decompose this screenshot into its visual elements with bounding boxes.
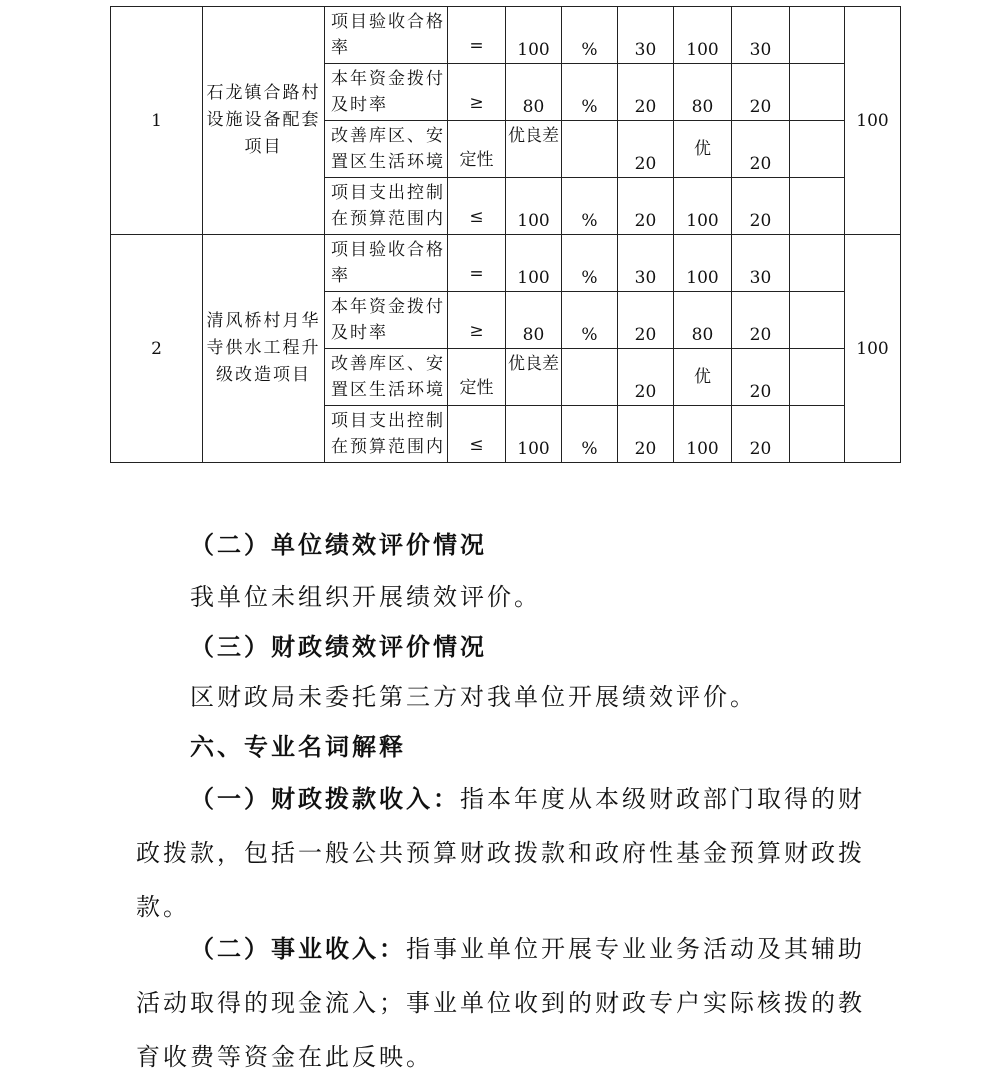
- indicator-actual: 优: [674, 349, 732, 406]
- indicator-name: 项目验收合格率: [325, 235, 448, 292]
- project-name: 清风桥村月华寺供水工程升级改造项目: [203, 235, 325, 463]
- finance-eval-heading: （三）财政绩效评价情况: [190, 633, 487, 661]
- empty-cell: [790, 406, 845, 463]
- indicator-symbol: ≥: [448, 64, 506, 121]
- indicator-target: 100: [506, 178, 562, 235]
- indicator-actual: 100: [674, 235, 732, 292]
- term-label: （一）财政拨款收入：: [190, 784, 460, 813]
- indicator-symbol: ≤: [448, 406, 506, 463]
- table-row: [111, 235, 901, 292]
- indicator-target: 80: [506, 64, 562, 121]
- indicator-unit: [562, 121, 618, 178]
- empty-cell: [790, 235, 845, 292]
- indicator-weight: 20: [618, 349, 674, 406]
- indicator-symbol: =: [448, 7, 506, 64]
- indicator-symbol: ≤: [448, 178, 506, 235]
- term-definition: 指本年度从本级财政部门取得的财政拨款，包括一般公共预算财政拨款和政府性基金预算财政拨款。: [136, 785, 865, 921]
- empty-cell: [790, 349, 845, 406]
- indicator-target: 80: [506, 292, 562, 349]
- project-name: 石龙镇合路村设施设备配套项目: [203, 7, 325, 235]
- indicator-target: 优良差: [506, 121, 562, 178]
- finance-eval-text: 区财政局未委托第三方对我单位开展绩效评价。: [190, 683, 757, 711]
- indicator-unit: %: [562, 235, 618, 292]
- indicator-target: 100: [506, 406, 562, 463]
- indicator-target: 100: [506, 7, 562, 64]
- indicator-unit: %: [562, 406, 618, 463]
- unit-eval-heading: （二）单位绩效评价情况: [190, 531, 487, 559]
- empty-cell: [790, 292, 845, 349]
- indicator-unit: [562, 349, 618, 406]
- table-row: [111, 7, 901, 64]
- empty-cell: [790, 121, 845, 178]
- indicator-symbol: ≥: [448, 292, 506, 349]
- indicator-weight: 20: [618, 292, 674, 349]
- indicator-unit: %: [562, 292, 618, 349]
- indicator-actual: 优: [674, 121, 732, 178]
- indicator-actual: 100: [674, 7, 732, 64]
- empty-cell: [790, 7, 845, 64]
- indicator-unit: %: [562, 178, 618, 235]
- project-number: 2: [111, 235, 203, 463]
- indicator-score: 30: [732, 235, 790, 292]
- indicator-score: 20: [732, 349, 790, 406]
- term-financial-appropriation: [136, 772, 881, 934]
- indicator-name: 改善库区、安置区生活环境: [325, 349, 448, 406]
- indicator-name: 本年资金拨付及时率: [325, 64, 448, 121]
- empty-cell: [790, 64, 845, 121]
- performance-table: [110, 6, 901, 463]
- indicator-weight: 20: [618, 178, 674, 235]
- indicator-score: 30: [732, 7, 790, 64]
- empty-cell: [790, 178, 845, 235]
- indicator-score: 20: [732, 292, 790, 349]
- indicator-actual: 80: [674, 292, 732, 349]
- indicator-unit: %: [562, 7, 618, 64]
- indicator-score: 20: [732, 64, 790, 121]
- indicator-weight: 20: [618, 64, 674, 121]
- indicator-name: 项目支出控制在预算范围内: [325, 178, 448, 235]
- glossary-heading: 六、专业名词解释: [190, 733, 406, 761]
- indicator-score: 20: [732, 178, 790, 235]
- indicator-weight: 30: [618, 235, 674, 292]
- indicator-name: 改善库区、安置区生活环境: [325, 121, 448, 178]
- unit-eval-text: 我单位未组织开展绩效评价。: [190, 583, 541, 611]
- term-business-income: [136, 922, 881, 1084]
- indicator-symbol: =: [448, 235, 506, 292]
- indicator-name: 本年资金拨付及时率: [325, 292, 448, 349]
- indicator-symbol: 定性: [448, 349, 506, 406]
- indicator-unit: %: [562, 64, 618, 121]
- indicator-target: 100: [506, 235, 562, 292]
- indicator-symbol: 定性: [448, 121, 506, 178]
- term-label: （二）事业收入：: [190, 934, 406, 963]
- indicator-score: 20: [732, 121, 790, 178]
- indicator-actual: 100: [674, 178, 732, 235]
- indicator-target: 优良差: [506, 349, 562, 406]
- indicator-name: 项目验收合格率: [325, 7, 448, 64]
- project-total-score: 100: [845, 7, 901, 235]
- indicator-weight: 30: [618, 7, 674, 64]
- indicator-weight: 20: [618, 406, 674, 463]
- indicator-weight: 20: [618, 121, 674, 178]
- project-number: 1: [111, 7, 203, 235]
- indicator-name: 项目支出控制在预算范围内: [325, 406, 448, 463]
- indicator-actual: 80: [674, 64, 732, 121]
- indicator-actual: 100: [674, 406, 732, 463]
- indicator-score: 20: [732, 406, 790, 463]
- project-total-score: 100: [845, 235, 901, 463]
- term-definition: 指事业单位开展专业业务活动及其辅助活动取得的现金流入；事业单位收到的财政专户实际核拨的教育收费等资金在此反映。: [136, 935, 865, 1071]
